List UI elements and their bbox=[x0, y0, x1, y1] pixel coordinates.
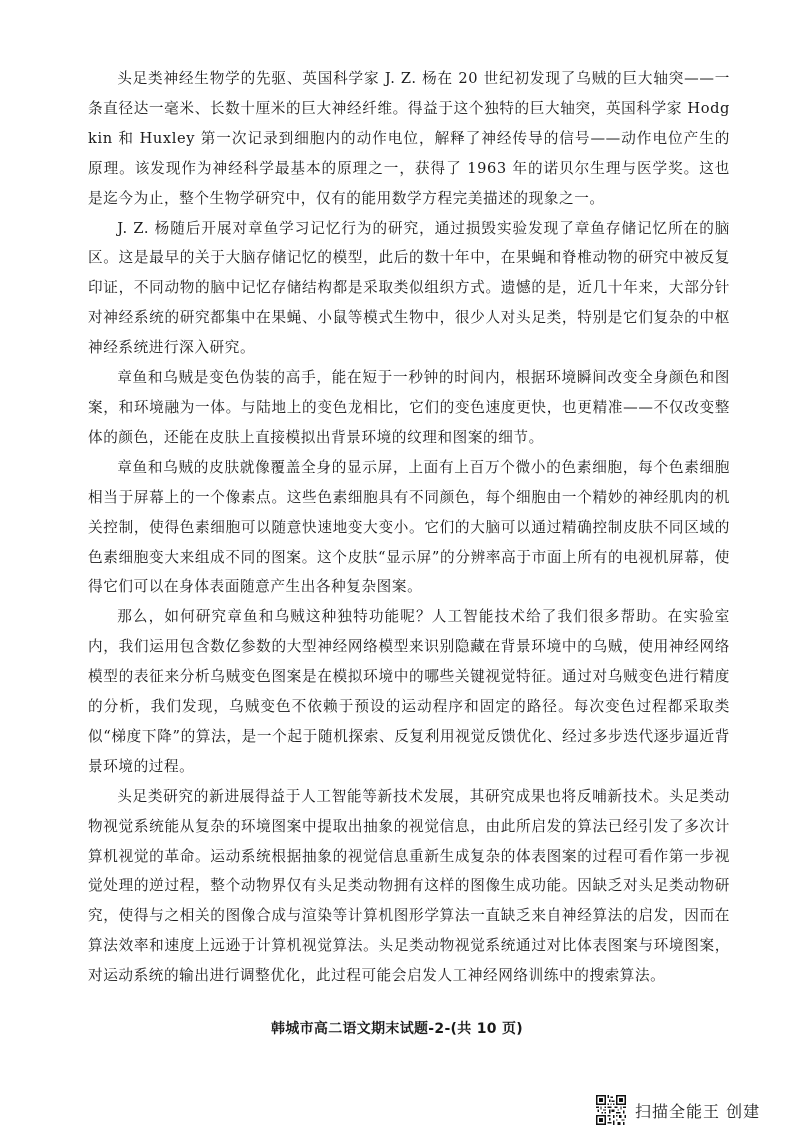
article-body bbox=[88, 64, 730, 991]
qr-code-icon bbox=[596, 1095, 626, 1125]
paragraph-2: J. Z. 杨随后开展对章鱼学习记忆行为的研究，通过损毁实验发现了章鱼存储记忆所在的脑区。这是最早的关于大脑存储记忆的模型，此后的数十年中，在果蝇和脊椎动物的研究中被反复印证，不同动物的脑中记忆存储结构都是采取类似组织方式。遗憾的是，近几十年来，大部分针对神经系统的研究都集中在果蝇、小鼠等模式生物中，很少人对头足类，特别是它们复杂的中枢神经系统进行深入研究。 bbox=[88, 219, 730, 357]
paragraph-6: 头足类研究的新进展得益于人工智能等新技术发展，其研究成果也将反哺新技术。头足类动物视觉系统能从复杂的环境图案中提取出抽象的视觉信息，由此所启发的算法已经引发了多次计算机视觉的革命。运动系统根据抽象的视觉信息重新生成复杂的体表图案的过程可看作第一步视觉处理的逆过程，整个动物界仅有头足类动物拥有这样的图像生成功能。因缺乏对头足类动物研究，使得与之相关的图像合成与渲染等计算机图形学算法一直缺乏来自神经算法的启发，因而在算法效率和速度上远逊于计算机视觉算法。头足类动物视觉系统通过对比体表图案与环境图案，对运动系统的输出进行调整优化，此过程可能会启发人工神经网络训练中的搜索算法。 bbox=[88, 787, 730, 985]
page-footer: 韩城市高二语文期末试题-2-(共 10 页) bbox=[271, 1021, 523, 1037]
paragraph-1: 头足类神经生物学的先驱、英国科学家 J. Z. 杨在 20 世纪初发现了乌贼的巨大轴突——一条直径达一毫米、长数十厘米的巨大神经纤维。得益于这个独特的巨大轴突，英国科学家 Hodgkin 和 Huxley 第一次记录到细胞内的动作电位，解释了神经传导的信号——动作电位产生的原理。该发现作为神经科学最基本的原理之一，获得了 1963 年的诺贝尔生理与医学奖。这也是迄今为止，整个生物学研究中，仅有的能用数学方程完美描述的现象之一。 bbox=[88, 70, 730, 207]
paragraph-3: 章鱼和乌贼是变色伪装的高手，能在短于一秒钟的时间内，根据环境瞬间改变全身颜色和图案，和环境融为一体。与陆地上的变色龙相比，它们的变色速度更快，也更精准——不仅改变整体的颜色，还能在皮肤上直接模拟出背景环境的纹理和图案的细节。 bbox=[88, 369, 730, 446]
watermark-text: 扫描全能王 创建 bbox=[635, 1101, 761, 1121]
paragraph-4: 章鱼和乌贼的皮肤就像覆盖全身的显示屏，上面有上百万个微小的色素细胞，每个色素细胞相当于屏幕上的一个像素点。这些色素细胞具有不同颜色，每个细胞由一个精妙的神经肌肉的机关控制，使得色素细胞可以随意快速地变大变小。它们的大脑可以通过精确控制皮肤不同区域的色素细胞变大来组成不同的图案。这个皮肤“显示屏”的分辨率高于市面上所有的电视机屏幕，使得它们可以在身体表面随意产生出各种复杂图案。 bbox=[88, 458, 730, 596]
paragraph-5: 那么，如何研究章鱼和乌贼这种独特功能呢？人工智能技术给了我们很多帮助。在实验室内，我们运用包含数亿参数的大型神经网络模型来识别隐藏在背景环境中的乌贼，使用神经网络模型的表征来分析乌贼变色图案是在模拟环境中的哪些关键视觉特征。通过对乌贼变色进行精度的分析，我们发现，乌贼变色不依赖于预设的运动程序和固定的路径。每次变色过程都采取类似“梯度下降”的算法，是一个起于随机探索、反复利用视觉反馈优化、经过多步迭代逐步逼近背景环境的过程。 bbox=[88, 608, 730, 775]
scanner-watermark bbox=[596, 1094, 760, 1126]
